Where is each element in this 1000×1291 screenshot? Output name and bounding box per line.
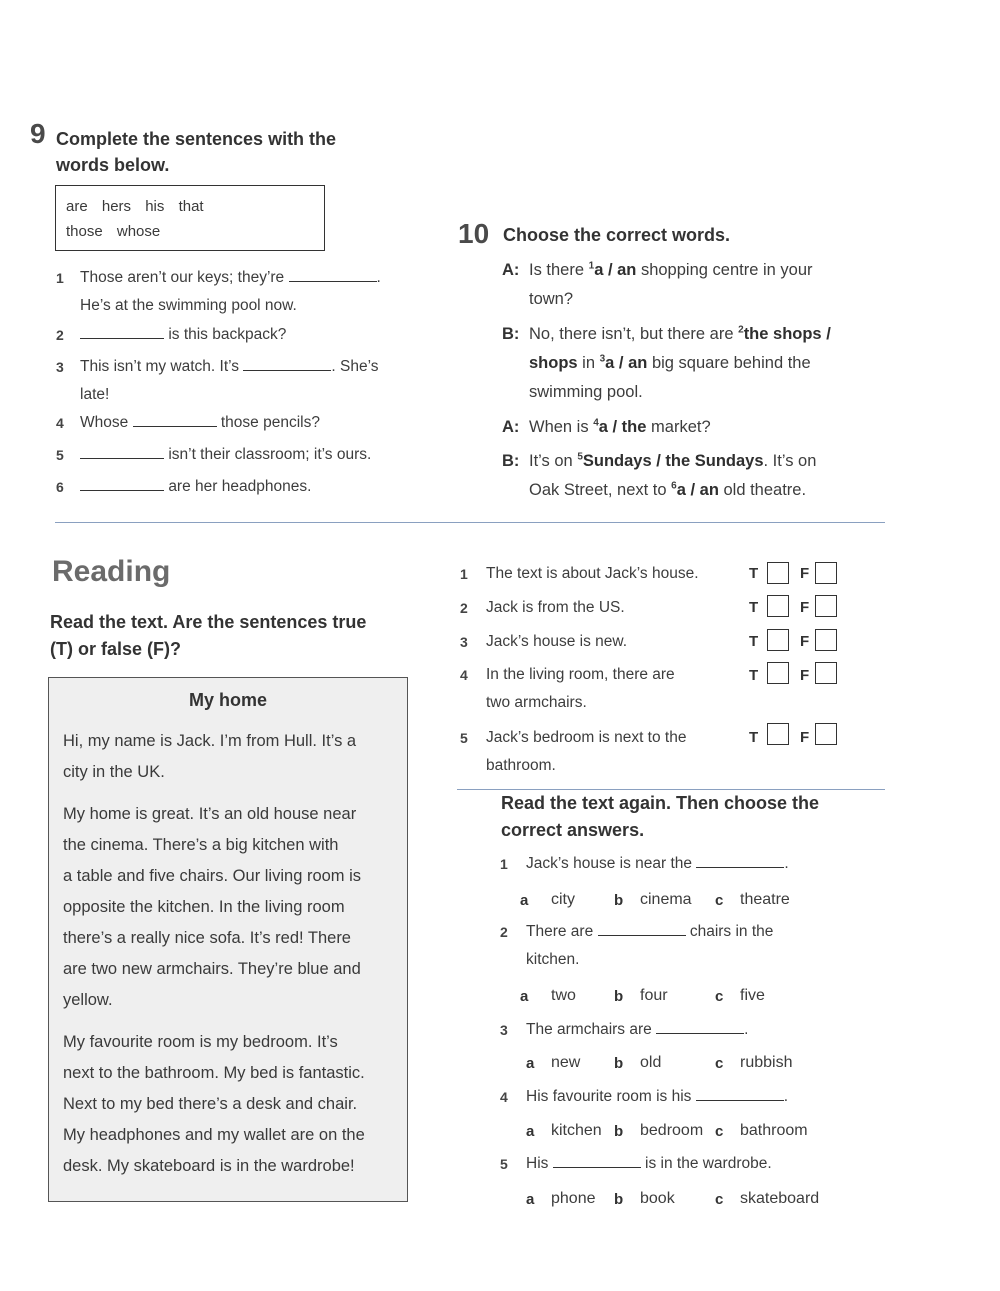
choice-2[interactable]: shops bbox=[529, 354, 578, 372]
dialogue-text: When is bbox=[529, 418, 594, 436]
tf-statement: bathroom. bbox=[486, 757, 556, 774]
option-letter: b bbox=[614, 892, 624, 909]
mc-question-number: 2 bbox=[500, 924, 508, 940]
word-box bbox=[55, 185, 325, 251]
word-box-row-1 bbox=[66, 194, 314, 219]
mc-question-text: His bbox=[526, 1155, 549, 1172]
reading-instructions-line: (T) or false (F)? bbox=[50, 639, 181, 659]
choice-4[interactable]: a / the bbox=[598, 418, 647, 436]
answer-blank[interactable] bbox=[696, 1086, 784, 1101]
reading-heading: Reading bbox=[52, 555, 171, 588]
dialogue-text: Is there bbox=[529, 261, 589, 279]
gap-number: 3 bbox=[599, 353, 606, 365]
dialogue-text: No, there isn’t, but there are bbox=[529, 325, 739, 343]
dialogue-text: It’s on bbox=[529, 452, 578, 470]
true-checkbox[interactable] bbox=[767, 662, 789, 684]
ex9-item-text: are her headphones. bbox=[168, 478, 312, 495]
dialogue-text: swimming pool. bbox=[529, 383, 643, 401]
mc-question-text: Jack’s house is near the bbox=[526, 855, 693, 872]
ex9-item-2 bbox=[56, 321, 420, 349]
option-text[interactable]: rubbish bbox=[740, 1054, 793, 1071]
answer-blank[interactable] bbox=[80, 476, 164, 491]
option-letter: a bbox=[526, 1191, 535, 1208]
true-label: T bbox=[749, 565, 759, 582]
tf-item-number: 4 bbox=[460, 667, 468, 683]
speaker-label: B: bbox=[502, 452, 520, 470]
option-text[interactable]: four bbox=[640, 987, 668, 1004]
word-that: that bbox=[178, 198, 204, 215]
dialogue-text: market? bbox=[646, 418, 711, 436]
option-letter: c bbox=[715, 1123, 724, 1140]
gap-number: 1 bbox=[588, 260, 595, 272]
tf-statement: two armchairs. bbox=[486, 694, 587, 711]
option-letter: c bbox=[715, 1055, 724, 1072]
false-checkbox[interactable] bbox=[815, 723, 837, 745]
option-text[interactable]: new bbox=[551, 1054, 581, 1071]
speaker-label: A: bbox=[502, 261, 520, 279]
option-letter: a bbox=[520, 892, 529, 909]
word-box-row-2 bbox=[66, 219, 314, 244]
word-hers: hers bbox=[101, 198, 132, 215]
ex9-item-text: Whose bbox=[80, 414, 129, 431]
reading-instructions-line: Read the text. Are the sentences true bbox=[50, 612, 367, 632]
false-checkbox[interactable] bbox=[815, 595, 837, 617]
word-those: those bbox=[66, 223, 103, 240]
mc-question-2 bbox=[500, 918, 773, 974]
mc-question-1 bbox=[500, 850, 789, 878]
tf-item-number: 5 bbox=[460, 730, 468, 746]
option-text[interactable]: five bbox=[740, 987, 765, 1004]
mc-question-text: . bbox=[783, 1088, 789, 1105]
exercise-9-title-line-1: Complete the sentences with the bbox=[56, 129, 337, 149]
mc-question-4 bbox=[500, 1083, 788, 1111]
choice-3[interactable]: a / an bbox=[605, 354, 648, 372]
gap-number: 5 bbox=[577, 451, 583, 463]
false-label: F bbox=[800, 729, 810, 746]
exercise-9-number: 9 bbox=[30, 118, 46, 149]
mc-question-text: kitchen. bbox=[526, 951, 580, 968]
speaker-label: B: bbox=[502, 325, 520, 343]
choice-6[interactable]: a / an bbox=[676, 481, 719, 499]
tf-statement: Jack is from the US. bbox=[486, 599, 625, 616]
dialogue-text: shopping centre in your bbox=[636, 261, 813, 279]
speaker-label: A: bbox=[502, 418, 520, 436]
word-whose: whose bbox=[116, 223, 161, 240]
mc-instructions-line: Read the text again. Then choose the bbox=[501, 793, 820, 813]
tf-statement: Jack’s house is new. bbox=[486, 633, 628, 650]
tf-statement: The text is about Jack’s house. bbox=[486, 565, 699, 582]
exercise-9-title-line-2: words below. bbox=[56, 155, 170, 175]
true-false-list bbox=[460, 560, 880, 785]
dialogue-text: in bbox=[577, 354, 600, 372]
reading-instructions bbox=[50, 609, 366, 663]
reading-text-box bbox=[48, 677, 408, 1202]
false-label: F bbox=[800, 667, 810, 684]
false-checkbox[interactable] bbox=[815, 562, 837, 584]
ex9-item-number: 3 bbox=[56, 359, 64, 375]
mc-question-5 bbox=[500, 1150, 772, 1178]
dialogue bbox=[502, 256, 909, 505]
ex9-item-number: 6 bbox=[56, 479, 64, 495]
false-label: F bbox=[800, 599, 810, 616]
option-text[interactable]: two bbox=[551, 987, 576, 1004]
paragraph-1: Hi, my name is Jack. I’m from Hull. It’s a city in the UK. bbox=[63, 732, 357, 781]
answer-blank[interactable] bbox=[80, 324, 164, 339]
exercise-10-number: 10 bbox=[458, 218, 490, 249]
option-text[interactable]: book bbox=[640, 1190, 675, 1207]
option-letter: c bbox=[715, 988, 724, 1005]
option-letter: a bbox=[526, 1055, 535, 1072]
mc-instructions bbox=[501, 790, 819, 844]
choice-2[interactable]: the shops / bbox=[743, 325, 831, 343]
dialogue-text: Oak Street, next to bbox=[529, 481, 672, 499]
option-letter: a bbox=[526, 1123, 535, 1140]
true-checkbox[interactable] bbox=[767, 723, 789, 745]
tf-statement: In the living room, there are bbox=[486, 666, 675, 683]
mc-question-text: is in the wardrobe. bbox=[645, 1155, 772, 1172]
tf-item-number: 1 bbox=[460, 566, 468, 582]
mc-list bbox=[500, 850, 900, 1220]
option-letter: b bbox=[614, 1055, 624, 1072]
mc-question-text: chairs in the bbox=[689, 923, 774, 940]
option-text[interactable]: city bbox=[551, 891, 575, 908]
ex9-item-text: late! bbox=[80, 386, 110, 403]
option-letter: a bbox=[520, 988, 529, 1005]
mc-question-text: . bbox=[744, 1021, 749, 1038]
section-divider bbox=[55, 522, 885, 523]
tf-item-number: 2 bbox=[460, 600, 468, 616]
option-letter: b bbox=[614, 1123, 624, 1140]
option-text[interactable]: cinema bbox=[640, 891, 692, 908]
mc-question-text: There are bbox=[526, 923, 594, 940]
false-label: F bbox=[800, 565, 810, 582]
ex9-item-number: 4 bbox=[56, 415, 64, 431]
answer-blank[interactable] bbox=[133, 412, 217, 427]
true-label: T bbox=[749, 729, 759, 746]
dialogue-text: big square behind the bbox=[647, 354, 811, 372]
true-label: T bbox=[749, 667, 759, 684]
dialogue-text: old theatre. bbox=[718, 481, 807, 499]
gap-number: 2 bbox=[738, 324, 744, 336]
ex9-item-text: Those aren’t our keys; they’re bbox=[80, 269, 285, 286]
ex9-item-text: those pencils? bbox=[220, 414, 320, 431]
answer-blank[interactable] bbox=[598, 921, 686, 936]
ex9-item-number: 1 bbox=[56, 270, 64, 286]
false-checkbox[interactable] bbox=[815, 629, 837, 651]
option-text[interactable]: phone bbox=[551, 1190, 596, 1207]
ex9-item-1 bbox=[56, 264, 420, 320]
option-text[interactable]: old bbox=[640, 1054, 662, 1071]
option-text[interactable]: kitchen bbox=[551, 1122, 602, 1139]
answer-blank[interactable] bbox=[696, 853, 784, 868]
answer-blank[interactable] bbox=[553, 1153, 641, 1168]
dialogue-text: town? bbox=[529, 290, 574, 308]
text-title: My home bbox=[188, 690, 267, 710]
answer-blank[interactable] bbox=[656, 1019, 744, 1034]
ex9-item-text: is this backpack? bbox=[168, 326, 287, 343]
ex9-item-text: isn’t their classroom; it’s ours. bbox=[168, 446, 372, 463]
ex9-item-6 bbox=[56, 473, 420, 501]
mc-question-number: 1 bbox=[500, 856, 508, 872]
tf-item-number: 3 bbox=[460, 634, 468, 650]
word-are: are bbox=[66, 198, 88, 215]
exercise-9-title bbox=[56, 126, 336, 178]
true-label: T bbox=[749, 633, 759, 650]
paragraph-2: My home is great. It’s an old house near the cinema. There’s a big kitchen with a table and five chairs. Our living room is opposite the kitchen. In the living room there’s a really nice sofa. It’s red! There are two new armchairs. They’re blue and yellow. bbox=[63, 805, 362, 1009]
false-label: F bbox=[800, 633, 810, 650]
word-his: his bbox=[145, 198, 165, 215]
option-text[interactable]: bathroom bbox=[740, 1122, 808, 1139]
option-letter: c bbox=[715, 892, 724, 909]
answer-blank[interactable] bbox=[289, 267, 377, 282]
ex9-item-text: . bbox=[376, 269, 381, 286]
mc-question-text: The armchairs are bbox=[526, 1021, 652, 1038]
choice-5[interactable]: Sundays / the Sundays bbox=[582, 452, 764, 470]
true-checkbox[interactable] bbox=[767, 595, 789, 617]
option-letter: b bbox=[614, 1191, 624, 1208]
gap-number: 4 bbox=[593, 417, 599, 429]
option-letter: c bbox=[715, 1191, 724, 1208]
ex9-item-5 bbox=[56, 441, 420, 469]
tf-item-5 bbox=[460, 724, 760, 780]
false-checkbox[interactable] bbox=[815, 662, 837, 684]
mc-question-text: His favourite room is his bbox=[526, 1088, 692, 1105]
tf-statement: Jack’s bedroom is next to the bbox=[486, 729, 687, 746]
ex9-item-text: He’s at the swimming pool now. bbox=[80, 297, 297, 314]
option-text[interactable]: bedroom bbox=[640, 1122, 704, 1139]
true-label: T bbox=[749, 599, 759, 616]
mc-question-number: 5 bbox=[500, 1156, 508, 1172]
exercise-10-title: Choose the correct words. bbox=[503, 225, 731, 245]
mc-question-number: 4 bbox=[500, 1089, 508, 1105]
ex9-item-text: This isn’t my watch. It’s bbox=[80, 358, 240, 375]
mc-question-3 bbox=[500, 1016, 748, 1044]
mc-instructions-line: correct answers. bbox=[501, 820, 645, 840]
dialogue-text: . It’s on bbox=[763, 452, 817, 470]
ex9-item-3 bbox=[56, 353, 420, 409]
true-checkbox[interactable] bbox=[767, 629, 789, 651]
mc-question-number: 3 bbox=[500, 1022, 508, 1038]
answer-blank[interactable] bbox=[80, 444, 164, 459]
ex9-item-number: 2 bbox=[56, 327, 64, 343]
ex9-item-text: . She’s bbox=[331, 358, 379, 375]
choice-1[interactable]: a / an bbox=[594, 261, 637, 279]
ex9-item-4 bbox=[56, 409, 420, 437]
option-letter: b bbox=[614, 988, 624, 1005]
gap-number: 6 bbox=[671, 480, 677, 492]
answer-blank[interactable] bbox=[243, 356, 331, 371]
mc-question-text: . bbox=[784, 855, 789, 872]
option-text[interactable]: skateboard bbox=[740, 1190, 820, 1207]
tf-item-4 bbox=[460, 661, 760, 717]
option-text[interactable]: theatre bbox=[740, 891, 790, 908]
ex9-item-number: 5 bbox=[56, 447, 64, 463]
true-checkbox[interactable] bbox=[767, 562, 789, 584]
paragraph-3: My favourite room is my bedroom. It’s next to the bathroom. My bed is fantastic. Next to my bed there’s a desk and chair. My headphones and my wallet are on the desk. My skateboard is in the wardrobe! bbox=[63, 1033, 365, 1175]
